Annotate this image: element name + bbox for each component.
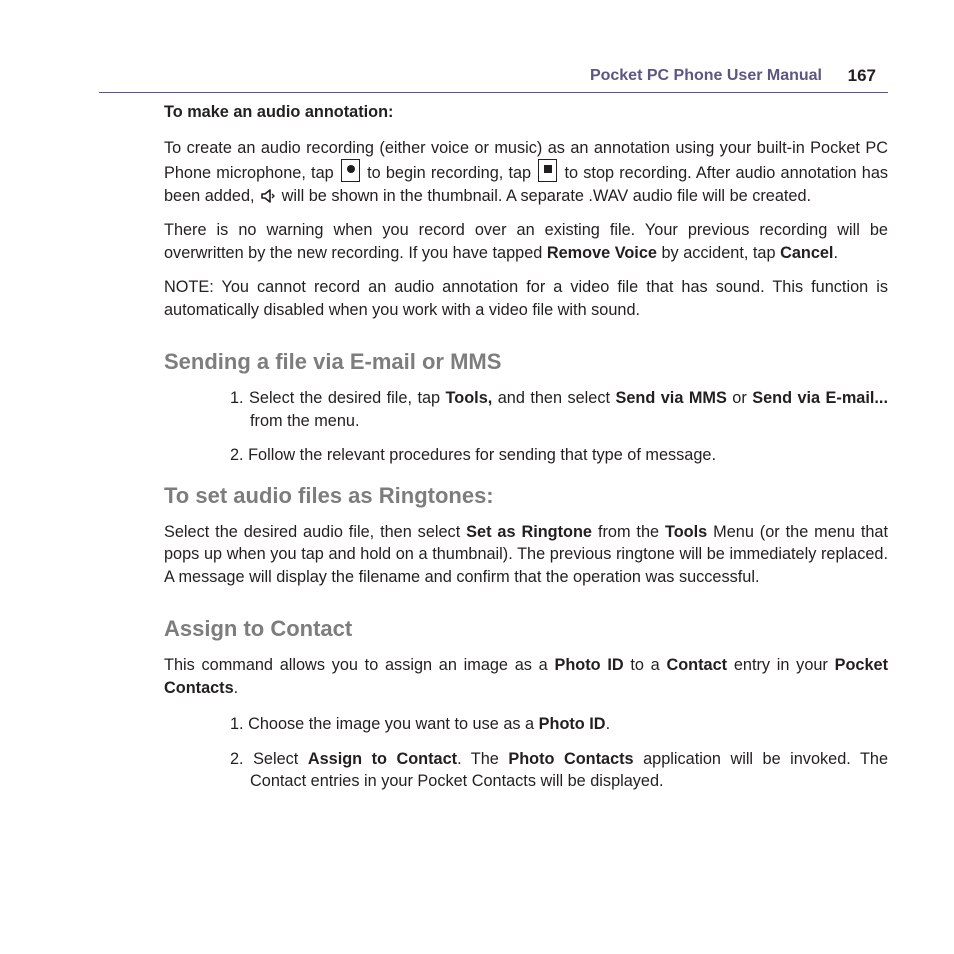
audio-annotation-note: NOTE: You cannot record an audio annotation for a video file that has sound. This function is automatically disabled when you work with a video file with sound. — [164, 278, 888, 319]
audio-annotation-subheading: To make an audio annotation: — [164, 103, 394, 121]
assign-heading: Assign to Contact — [164, 616, 353, 641]
assign-step-2: 2. Select Assign to Contact. The Photo Contacts application will be invoked. The Contact entries in your Pocket Contacts will be displayed. — [230, 749, 889, 790]
sending-step-1: 1. Select the desired file, tap Tools, and then select Send via MMS or Send via E-mail... from the menu. — [230, 389, 888, 430]
sending-heading: Sending a file via E-mail or MMS — [164, 349, 502, 374]
audio-annotation-paragraph-1: To create an audio recording (either voice or music) as an annotation using your built-in Pocket PC Phone microphone, tap to begin recording, tap to stop recording. After audio annotation has been added, will be shown in the thumbnail. A separate .WAV audio file will be created. — [164, 138, 889, 205]
ringtones-heading: To set audio files as Ringtones: — [164, 482, 494, 508]
stop-icon — [538, 159, 557, 182]
assign-paragraph: This command allows you to assign an image as a Photo ID to a Contact entry in your Pocket Contacts. — [164, 656, 889, 697]
page-content — [164, 101, 888, 805]
assign-step-1: 1. Choose the image you want to use as a Photo ID. — [230, 715, 611, 733]
page-header — [99, 64, 888, 93]
speaker-icon — [261, 189, 275, 203]
record-icon — [341, 159, 360, 182]
audio-annotation-paragraph-2: There is no warning when you record over an existing file. Your previous recording will be overwritten by the new recording. If you have tapped Remove Voice by accident, tap Cancel. — [164, 221, 888, 262]
page-number: 167 — [847, 66, 876, 85]
manual-title: Pocket PC Phone User Manual — [589, 67, 822, 84]
ringtones-paragraph: Select the desired audio file, then select Set as Ringtone from the Tools Menu (or the menu that pops up when you tap and hold on a thumbnail). The previous ringtone will be immediately replaced. A message will display the filename and confirm that the operation was successful. — [164, 522, 888, 586]
sending-step-2: 2. Follow the relevant procedures for sending that type of message. — [230, 446, 716, 464]
